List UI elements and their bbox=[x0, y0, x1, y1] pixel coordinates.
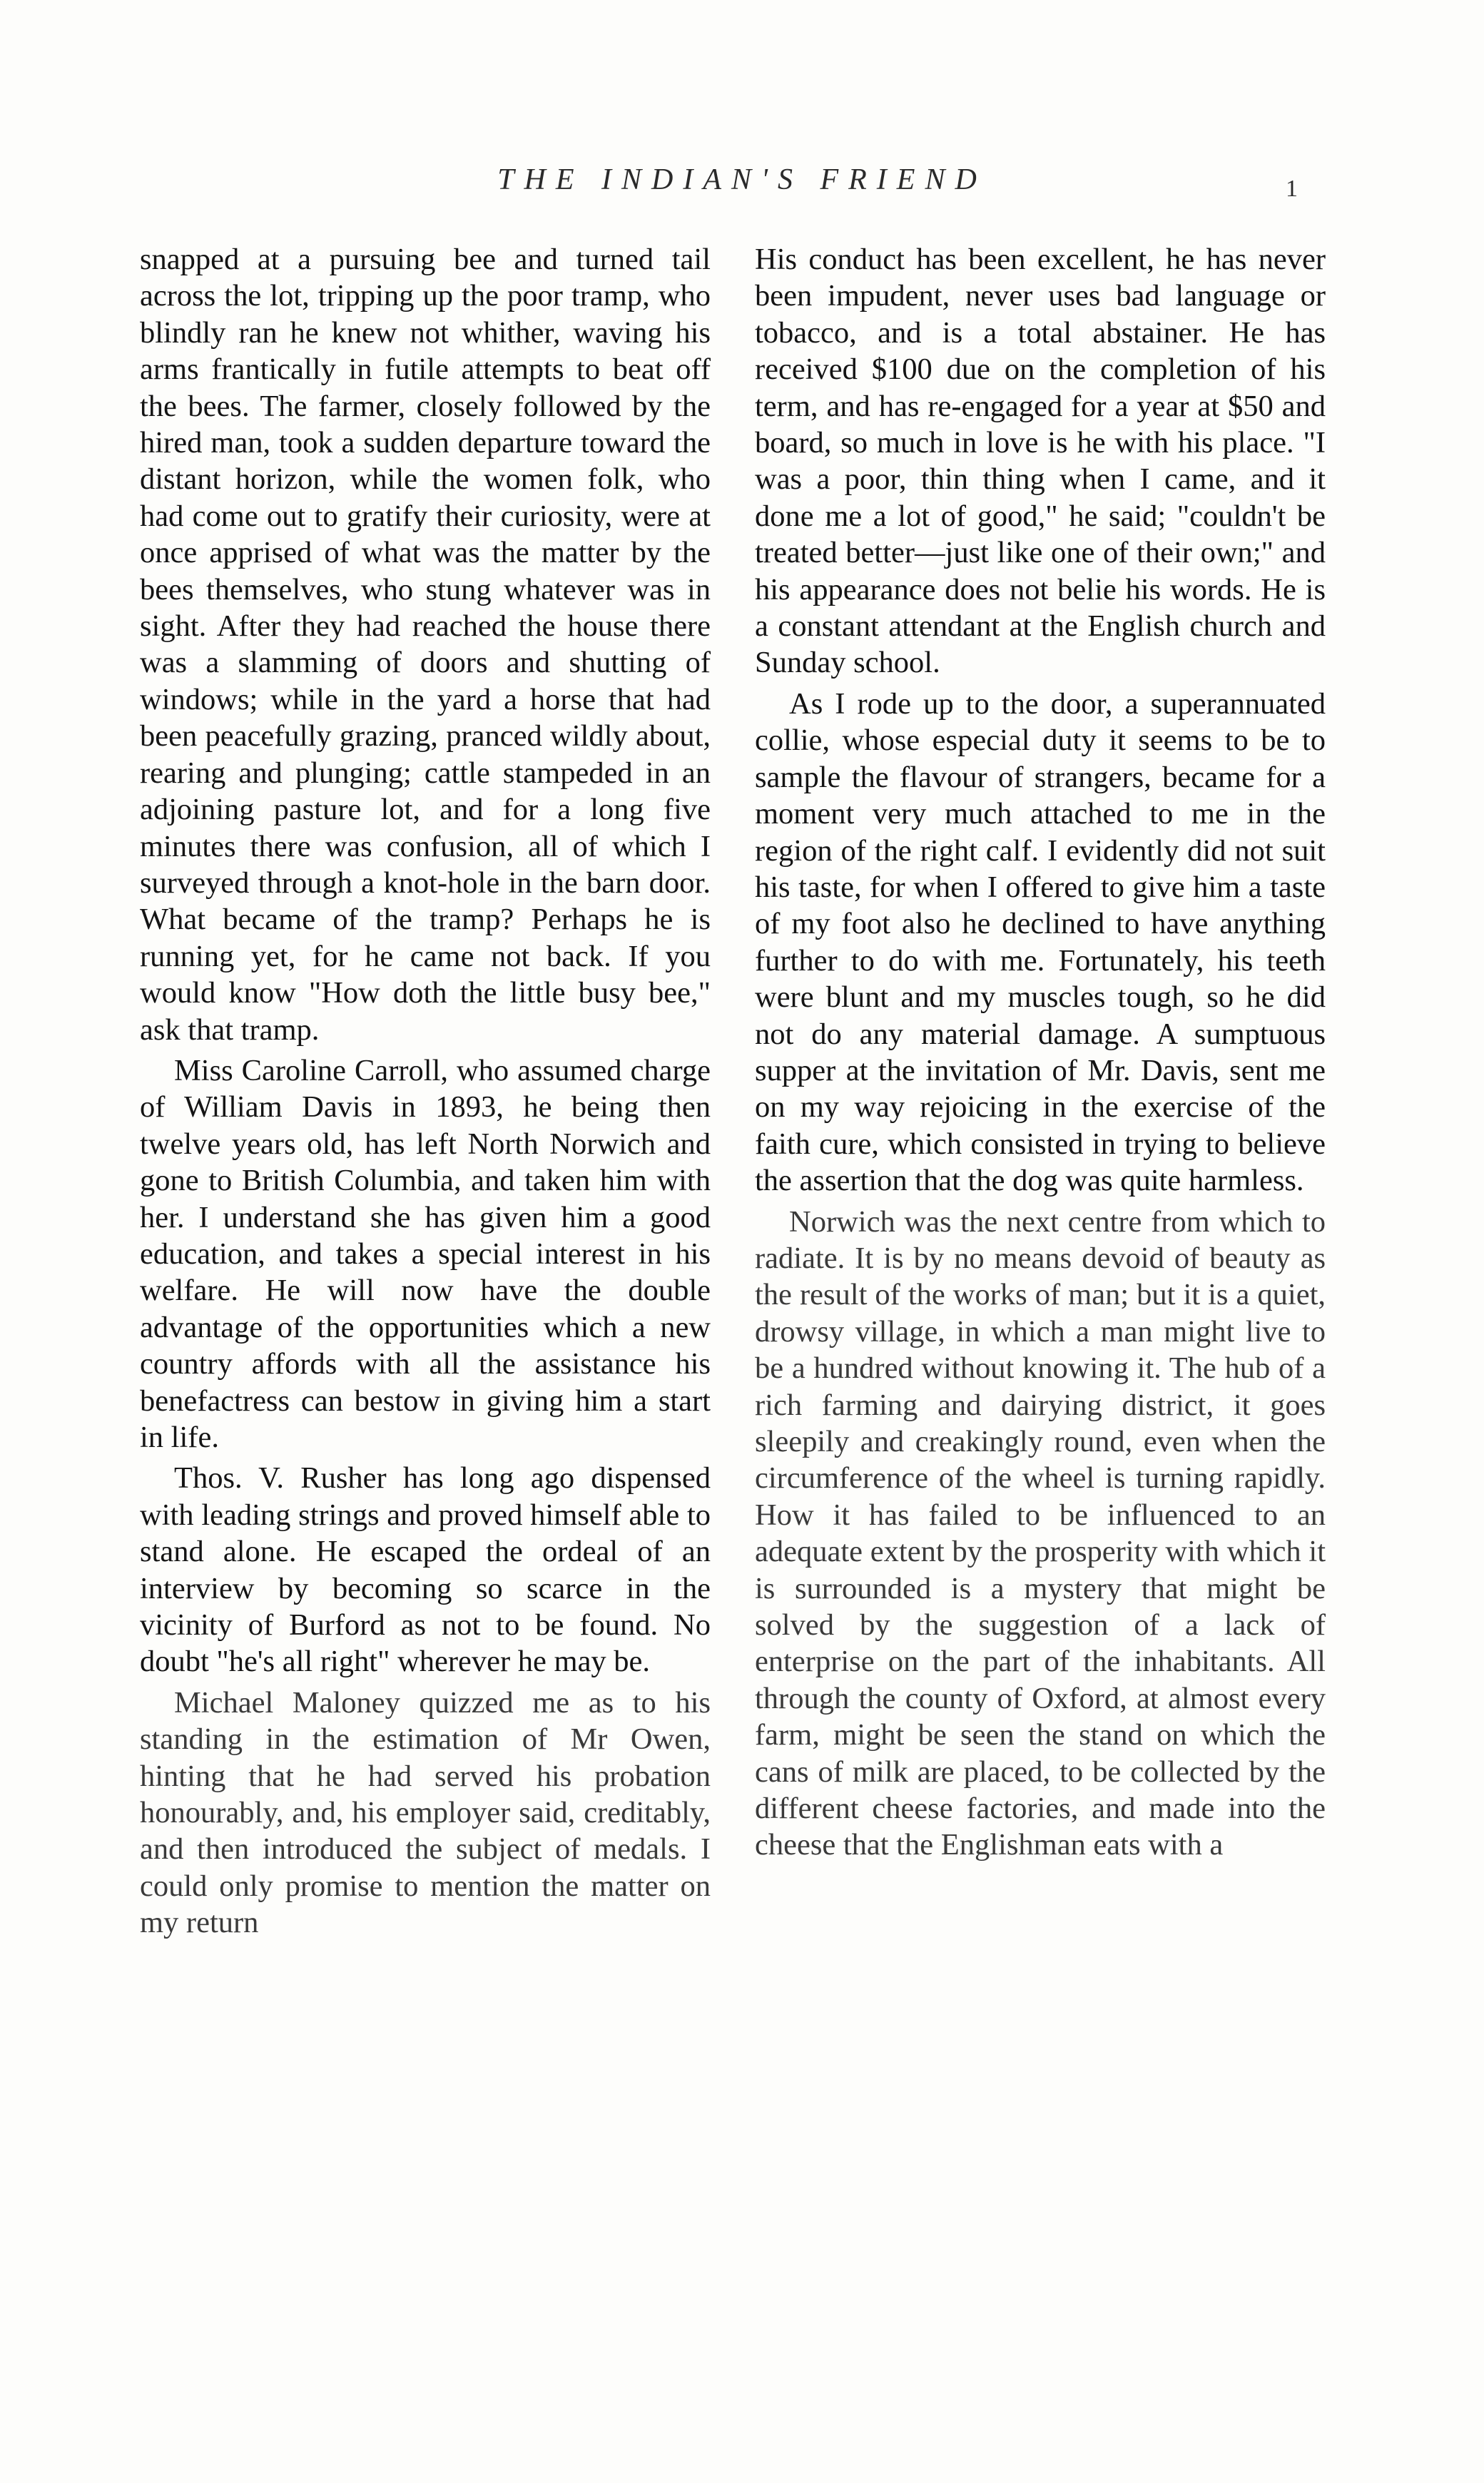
paragraph: His conduct has been excellent, he has never been impudent, never uses bad language or tobacco, and is a total abstainer. He has received $100 due on the completion of his term, and has re-engaged for a year at $50 and board, so much in love is he with his place. "I was a poor, thin thing when I came, and it done me a lot of good," he said; "couldn't be treated better—just like one of their own;" and his appearance does not belie his words. He is a constant attendant at the English church and Sunday school. bbox=[755, 243, 1326, 680]
paragraph: As I rode up to the door, a superannuated collie, whose especial duty it seems to be to sample the flavour of strangers, became for a moment very much attached to me in the region of the right calf. I evidently did not suit his taste, for when I offered to give him a taste of my foot also he declined to have anything further to do with me. Fortunately, his teeth were blunt and my muscles tough, so he did not do any material damage. A sumptuous supper at the invitation of Mr. Davis, sent me on my way rejoicing in the exercise of the faith cure, which consisted in trying to believe the assertion that the dog was quite harmless. bbox=[755, 686, 1326, 1198]
paragraph: Miss Caroline Carroll, who assumed charge of William Davis in 1893, he being then twelve years old, has left North Norwich and gone to British Columbia, and taken him with her. I understand she has given him a good education, and takes a special interest in his welfare. He will now have the double advantage of the opportunities which a new country affords with all the assistance his benefactress can bestow in giving him a start in life. bbox=[140, 1053, 711, 1454]
paragraph: Norwich was the next centre from which to radiate. It is by no means devoid of beauty as the result of the works of man; but it is a quiet, drowsy village, in which a man might live to be a hundred without knowing it. The hub of a rich farming and dairying district, it goes sleepily and creakingly round, even when the circumference of the wheel is turning rapidly. How it has failed to be influenced to an adequate extent by the prosperity with which it is surrounded is a mystery that might be solved by the suggestion of a lack of enterprise on the part of the inhabitants. All through the county of Oxford, at almost every farm, might be seen the stand on which the cans of milk are placed, to be collected by the different cheese factories, and made into the cheese that the Englishman eats with a bbox=[755, 1204, 1326, 1862]
right-column bbox=[755, 241, 1326, 1864]
running-title: THE INDIAN'S FRIEND bbox=[497, 163, 987, 196]
left-column bbox=[140, 241, 711, 1941]
paragraph: Thos. V. Rusher has long ago dispensed with leading strings and proved himself able to stand alone. He escaped the ordeal of an interview by becoming so scarce in the vicinity of Burford as not to be found. No doubt "he's all right" wherever he may be. bbox=[140, 1461, 711, 1679]
paragraph: Michael Maloney quizzed me as to his standing in the estimation of Mr Owen, hinting that he had served his probation honourably, and, his employer said, creditably, and then introduced the subject of medals. I could only promise to mention the matter on my return bbox=[140, 1685, 711, 1940]
page-number: 1 bbox=[1286, 176, 1298, 202]
paragraph: snapped at a pursuing bee and turned tail across the lot, tripping up the poor tramp, who blindly ran he knew not whither, waving his arms frantically in futile attempts to beat off the bees. The farmer, closely followed by the hired man, took a sudden departure toward the distant horizon, while the women folk, who had come out to gratify their curiosity, were at once apprised of what was the matter by the bees themselves, who stung whatever was in sight. After they had reached the house there was a slamming of doors and shutting of windows; while in the yard a horse that had been peacefully grazing, pranced wildly about, rearing and plunging; cattle stampeded in an adjoining pasture lot, and for a long five minutes there was confusion, all of which I surveyed through a knot-hole in the barn door. What became of the tramp? Perhaps he is running yet, for he came not back. If you would know "How doth the little busy bee," ask that tramp. bbox=[140, 243, 711, 1047]
